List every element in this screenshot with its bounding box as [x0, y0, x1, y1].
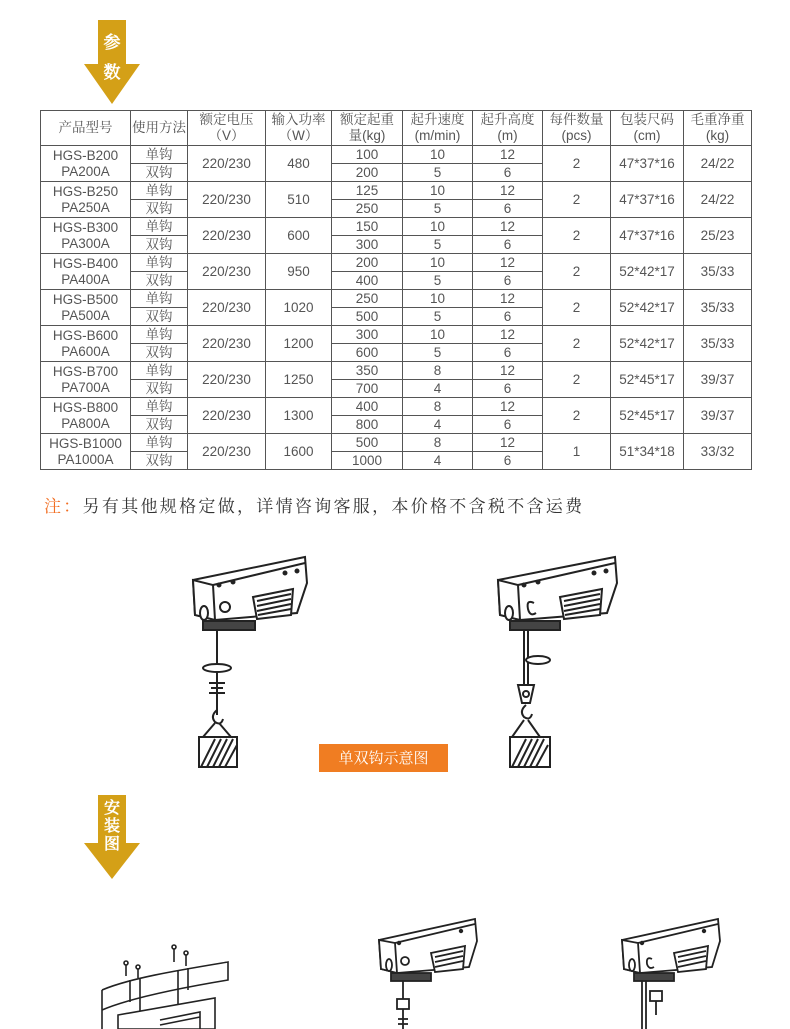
table-row — [41, 146, 752, 164]
cell-load: 200 — [332, 164, 403, 182]
cell-speed: 5 — [403, 344, 473, 362]
cell-speed: 8 — [403, 362, 473, 380]
pricing-note — [44, 492, 584, 517]
single-hook-hoist-illustration — [185, 555, 315, 770]
cell-qty: 2 — [543, 218, 611, 254]
table-row — [41, 182, 752, 200]
cell-weight: 35/33 — [684, 290, 752, 326]
cell-voltage: 220/230 — [188, 254, 266, 290]
cell-model: HGS-B400 PA400A — [41, 254, 131, 290]
badge-char: 图 — [103, 834, 120, 853]
cell-usage: 单钩 — [131, 326, 188, 344]
header-weight: 毛重净重 (kg) — [684, 111, 752, 146]
cell-speed: 10 — [403, 218, 473, 236]
cell-height: 12 — [473, 254, 543, 272]
cell-load: 1000 — [332, 452, 403, 470]
cell-qty: 2 — [543, 362, 611, 398]
cell-usage: 单钩 — [131, 146, 188, 164]
cell-power: 1600 — [266, 434, 332, 470]
cell-weight: 39/37 — [684, 398, 752, 434]
cell-speed: 10 — [403, 182, 473, 200]
cell-usage: 单钩 — [131, 254, 188, 272]
cell-load: 300 — [332, 236, 403, 254]
cell-pack: 52*42*17 — [611, 254, 684, 290]
cell-voltage: 220/230 — [188, 182, 266, 218]
cell-model: HGS-B250 PA250A — [41, 182, 131, 218]
cell-model: HGS-B500 PA500A — [41, 290, 131, 326]
cell-load: 700 — [332, 380, 403, 398]
cell-speed: 10 — [403, 146, 473, 164]
cell-usage: 双钩 — [131, 308, 188, 326]
header-pack: 包装尺码 (cm) — [611, 111, 684, 146]
cell-usage: 双钩 — [131, 164, 188, 182]
double-hook-hoist-illustration — [490, 555, 625, 770]
cell-load: 125 — [332, 182, 403, 200]
cell-height: 12 — [473, 182, 543, 200]
cell-usage: 双钩 — [131, 344, 188, 362]
cell-power: 1300 — [266, 398, 332, 434]
cell-voltage: 220/230 — [188, 326, 266, 362]
header-voltage: 额定电压 （V） — [188, 111, 266, 146]
header-qty: 每件数量 (pcs) — [543, 111, 611, 146]
cell-speed: 5 — [403, 308, 473, 326]
cell-load: 200 — [332, 254, 403, 272]
cell-voltage: 220/230 — [188, 398, 266, 434]
table-row — [41, 218, 752, 236]
cell-model: HGS-B800 PA800A — [41, 398, 131, 434]
cell-weight: 24/22 — [684, 182, 752, 218]
cell-usage: 单钩 — [131, 218, 188, 236]
cell-weight: 24/22 — [684, 146, 752, 182]
cell-speed: 5 — [403, 272, 473, 290]
table-row — [41, 254, 752, 272]
cell-model: HGS-B600 PA600A — [41, 326, 131, 362]
cell-speed: 5 — [403, 200, 473, 218]
cell-usage: 单钩 — [131, 290, 188, 308]
cell-power: 600 — [266, 218, 332, 254]
cell-height: 12 — [473, 218, 543, 236]
cell-load: 300 — [332, 326, 403, 344]
header-model: 产品型号 — [41, 111, 131, 146]
cell-weight: 35/33 — [684, 326, 752, 362]
cell-usage: 双钩 — [131, 416, 188, 434]
cell-speed: 8 — [403, 398, 473, 416]
cell-qty: 2 — [543, 398, 611, 434]
cell-weight: 35/33 — [684, 254, 752, 290]
params-section-badge — [82, 20, 142, 105]
hook-diagram-label: 单双钩示意图 — [319, 744, 448, 772]
cell-load: 250 — [332, 290, 403, 308]
cell-pack: 52*42*17 — [611, 326, 684, 362]
cell-power: 1250 — [266, 362, 332, 398]
table-row — [41, 362, 752, 380]
header-power: 输入功率 （W） — [266, 111, 332, 146]
cell-model: HGS-B1000 PA1000A — [41, 434, 131, 470]
header-height: 起升高度 (m) — [473, 111, 543, 146]
cell-height: 12 — [473, 362, 543, 380]
cell-pack: 52*42*17 — [611, 290, 684, 326]
cell-usage: 双钩 — [131, 200, 188, 218]
note-prefix: 注： — [44, 497, 83, 517]
cell-height: 6 — [473, 452, 543, 470]
note-text: 另有其他规格定做，详情咨询客服，本价格不含税不含运费 — [82, 497, 585, 517]
cell-height: 6 — [473, 200, 543, 218]
cell-voltage: 220/230 — [188, 218, 266, 254]
cell-speed: 4 — [403, 416, 473, 434]
cell-speed: 10 — [403, 290, 473, 308]
cell-height: 12 — [473, 398, 543, 416]
cell-weight: 25/23 — [684, 218, 752, 254]
table-header-row — [41, 111, 752, 146]
cell-model: HGS-B200 PA200A — [41, 146, 131, 182]
cell-height: 6 — [473, 380, 543, 398]
cell-speed: 8 — [403, 434, 473, 452]
cell-height: 6 — [473, 236, 543, 254]
cell-model: HGS-B300 PA300A — [41, 218, 131, 254]
cell-speed: 10 — [403, 326, 473, 344]
spec-table — [40, 110, 752, 470]
cell-load: 400 — [332, 398, 403, 416]
cell-load: 600 — [332, 344, 403, 362]
cell-power: 1020 — [266, 290, 332, 326]
cell-load: 800 — [332, 416, 403, 434]
cell-load: 400 — [332, 272, 403, 290]
badge-char: 安 — [103, 798, 120, 817]
cell-usage: 单钩 — [131, 434, 188, 452]
cell-pack: 47*37*16 — [611, 182, 684, 218]
cell-usage: 单钩 — [131, 182, 188, 200]
install-step-2-illustration — [375, 915, 490, 1029]
cell-height: 6 — [473, 416, 543, 434]
cell-height: 12 — [473, 326, 543, 344]
badge-char: 数 — [103, 63, 121, 83]
cell-height: 6 — [473, 344, 543, 362]
cell-load: 500 — [332, 434, 403, 452]
cell-speed: 5 — [403, 236, 473, 254]
cell-voltage: 220/230 — [188, 290, 266, 326]
cell-load: 500 — [332, 308, 403, 326]
cell-pack: 47*37*16 — [611, 146, 684, 182]
install-step-1-illustration — [100, 940, 230, 1029]
cell-qty: 2 — [543, 326, 611, 362]
badge-char: 装 — [103, 816, 120, 835]
cell-height: 12 — [473, 434, 543, 452]
cell-weight: 33/32 — [684, 434, 752, 470]
cell-usage: 双钩 — [131, 380, 188, 398]
cell-load: 250 — [332, 200, 403, 218]
cell-speed: 5 — [403, 164, 473, 182]
cell-voltage: 220/230 — [188, 146, 266, 182]
table-row — [41, 434, 752, 452]
cell-speed: 10 — [403, 254, 473, 272]
cell-usage: 单钩 — [131, 362, 188, 380]
header-speed: 起升速度 (m/min) — [403, 111, 473, 146]
cell-load: 150 — [332, 218, 403, 236]
cell-voltage: 220/230 — [188, 362, 266, 398]
table-row — [41, 398, 752, 416]
cell-usage: 单钩 — [131, 398, 188, 416]
cell-pack: 52*45*17 — [611, 362, 684, 398]
cell-power: 480 — [266, 146, 332, 182]
cell-speed: 4 — [403, 452, 473, 470]
cell-pack: 47*37*16 — [611, 218, 684, 254]
cell-qty: 2 — [543, 290, 611, 326]
cell-usage: 双钩 — [131, 452, 188, 470]
install-step-3-illustration — [618, 915, 733, 1029]
cell-pack: 51*34*18 — [611, 434, 684, 470]
install-section-badge — [82, 795, 142, 880]
table-row — [41, 326, 752, 344]
cell-height: 12 — [473, 290, 543, 308]
header-usage: 使用方法 — [131, 111, 188, 146]
cell-qty: 2 — [543, 254, 611, 290]
cell-weight: 39/37 — [684, 362, 752, 398]
cell-qty: 2 — [543, 146, 611, 182]
cell-power: 510 — [266, 182, 332, 218]
cell-height: 6 — [473, 272, 543, 290]
cell-voltage: 220/230 — [188, 434, 266, 470]
cell-load: 100 — [332, 146, 403, 164]
cell-usage: 双钩 — [131, 272, 188, 290]
cell-pack: 52*45*17 — [611, 398, 684, 434]
badge-char: 参 — [103, 33, 121, 53]
cell-model: HGS-B700 PA700A — [41, 362, 131, 398]
cell-power: 950 — [266, 254, 332, 290]
cell-qty: 1 — [543, 434, 611, 470]
header-load: 额定起重 量(kg) — [332, 111, 403, 146]
cell-usage: 双钩 — [131, 236, 188, 254]
cell-height: 12 — [473, 146, 543, 164]
cell-power: 1200 — [266, 326, 332, 362]
cell-load: 350 — [332, 362, 403, 380]
cell-height: 6 — [473, 164, 543, 182]
table-row — [41, 290, 752, 308]
cell-speed: 4 — [403, 380, 473, 398]
cell-qty: 2 — [543, 182, 611, 218]
cell-height: 6 — [473, 308, 543, 326]
